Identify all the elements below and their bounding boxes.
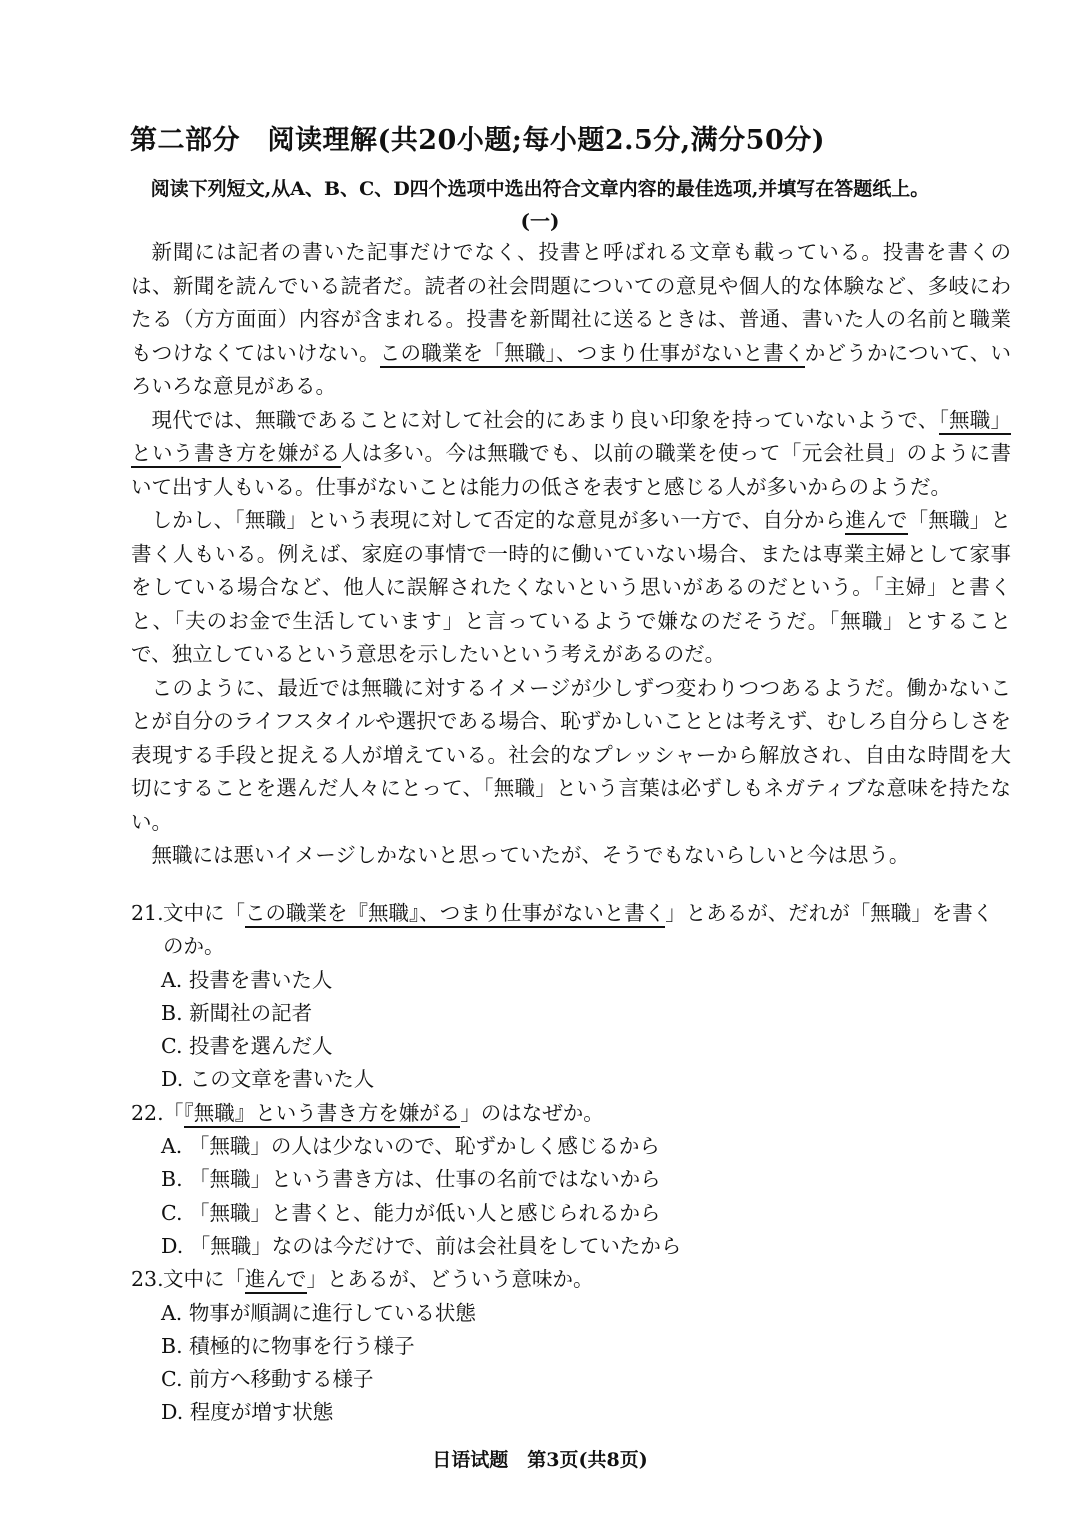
option-c: C. 「無職」と書くと、能力が低い人と感じられるから — [161, 1200, 661, 1225]
option-a: A. 物事が順調に進行している状態 — [161, 1300, 476, 1325]
question-underlined: この職業を『無職』、つまり仕事がないと書く — [245, 901, 665, 928]
paragraph-3: しかし、「無職」という表現に対して否定的な意見が多い一方で、自分から進んで「無職」と書く人もいる。例えば、家庭の事情で一時的に働いていない場合、または専業主婦として家事をしている場合など、他人に誤解されたくないという思いがあるのだという。「主婦」と書くと、「夫のお金で生活しています」と言っているようで嫌なのだそうだ。「無職」とすることで、独立しているという意思を示したいという考えがあるのだ。 — [131, 508, 1012, 666]
underlined-phrase-23: 進んで — [845, 508, 907, 535]
option-b: B. 新聞社の記者 — [161, 1000, 313, 1025]
page-footer: 日语试题 第3页(共8页) — [432, 1449, 648, 1471]
paragraph-1: 新聞には記者の書いた記事だけでなく、投書と呼ばれる文章も載っている。投書を書くのは、新聞を読んでいる読者だ。読者の社会問題についての意見や個人的な体験など、多岐にわたる（方方面面）内容が含まれる。投書を新聞社に送るときは、普通、書いた人の名前と職業もつけなくてはいけない。この職業を「無職」、つまり仕事がないと書くかどうかについて、いろいろな意見がある。 — [131, 240, 1011, 398]
question-number: 22. — [131, 1100, 164, 1125]
option-a: A. 投書を書いた人 — [161, 967, 333, 992]
question-underlined: 進んで — [245, 1267, 307, 1294]
question-stem: 21. 文中に「この職業を『無職』、つまり仕事がないと書く」とあるが、だれが「無職」を書くのか。 — [131, 897, 1011, 964]
option-d: D. この文章を書いた人 — [161, 1067, 375, 1092]
passage-number: (一) — [520, 209, 560, 233]
underlined-phrase-22: 「無職」という書き方を嫌がる — [131, 408, 1011, 469]
reading-passage — [131, 236, 1011, 873]
question-underlined: 『無職』という書き方を嫌がる — [184, 1101, 461, 1128]
question-list — [131, 897, 1011, 1430]
question-stem: 23. 文中に「進んで」とあるが、どういう意味か。 — [131, 1263, 1011, 1296]
question-number: 21. — [131, 901, 164, 925]
option-d: D. 程度が増す状態 — [161, 1400, 334, 1425]
instruction-text: 阅读下列短文,从A、B、C、D四个选项中选出符合文章内容的最佳选项,并填写在答题纸上。 — [150, 178, 930, 200]
question-number: 23. — [131, 1267, 164, 1292]
option-c: C. 投書を選んだ人 — [161, 1034, 333, 1059]
question-22 — [131, 1097, 1011, 1263]
question-stem: 22. 「『無職』という書き方を嫌がる」のはなぜか。 — [131, 1097, 1011, 1130]
option-c: C. 前方へ移動する様子 — [161, 1367, 374, 1392]
question-23 — [131, 1263, 1011, 1429]
question-21 — [131, 897, 1011, 1097]
section-title: 第二部分 阅读理解(共20小题;每小题2.5分,满分50分) — [130, 125, 826, 156]
option-b: B. 「無職」という書き方は、仕事の名前ではないから — [161, 1167, 661, 1192]
paragraph-2: 現代では、無職であることに対して社会的にあまり良い印象を持っていないようで、「無職」という書き方を嫌がる人は多い。今は無職でも、以前の職業を使って「元会社員」のように書いて出す人もいる。仕事がないことは能力の低さを表すと感じる人が多いからのようだ。 — [131, 407, 1012, 499]
underlined-phrase-21: この職業を「無職」、つまり仕事がないと書く — [380, 341, 805, 368]
option-b: B. 積極的に物事を行う様子 — [161, 1333, 415, 1358]
option-a: A. 「無職」の人は少ないので、恥ずかしく感じるから — [161, 1134, 660, 1159]
paragraph-5: 無職には悪いイメージしかないと思っていたが、そうでもないらしいと今は思う。 — [151, 843, 910, 867]
paragraph-4: このように、最近では無職に対するイメージが少しずつ変わりつつあるようだ。働かないことが自分のライフスタイルや選択である場合、恥ずかしいこととは考えず、むしろ自分らしさを表現する手段と捉える人が増えている。社会的なプレッシャーから解放され、自由な時間を大切にすることを選んだ人々にとって、「無職」という言葉は必ずしもネガティブな意味を持たない。 — [131, 675, 1011, 834]
option-d: D. 「無職」なのは今だけで、前は会社員をしていたから — [161, 1233, 682, 1258]
